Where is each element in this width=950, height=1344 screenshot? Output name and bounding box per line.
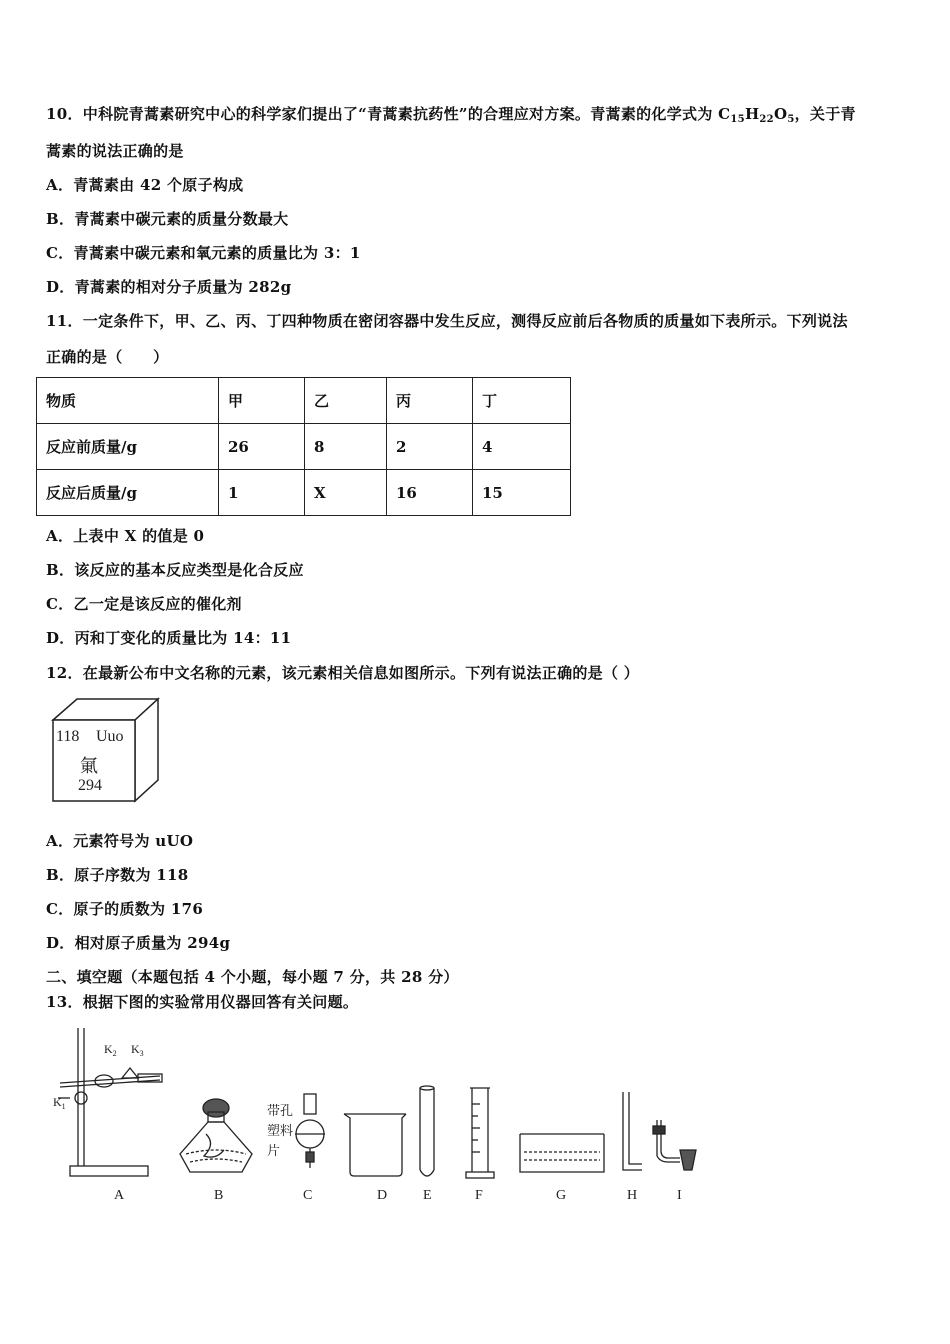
k2-label: $K_2$ (104, 1042, 117, 1058)
figure-label-f: F (475, 1188, 483, 1203)
figure-label-d: D (377, 1188, 388, 1203)
table-cell: 丙 (387, 378, 473, 424)
q12-stem: 12．在最新公布中文名称的元素，该元素相关信息如图所示。下列有说法正确的是（ ） (46, 664, 640, 682)
q11-mass-table (36, 377, 571, 516)
q12-option-b: B．原子序数为 118 (46, 866, 189, 884)
figure-label-b: B (214, 1188, 224, 1203)
element-atomic-number: 118 (56, 728, 80, 745)
apparatus-c-funnel (295, 1094, 325, 1168)
funnel-label-2: 塑料 (267, 1124, 294, 1139)
table-header-row (37, 378, 571, 424)
element-mass: 294 (78, 777, 102, 794)
apparatus-e-testtube (420, 1086, 434, 1176)
table-cell: 15 (473, 470, 571, 516)
table-cell: 反应后质量/g (37, 470, 219, 516)
table-cell: 物质 (37, 378, 219, 424)
q10-option-d: D．青蒿素的相对分子质量为 282g (46, 278, 292, 296)
q10-option-b: B．青蒿素中碳元素的质量分数最大 (46, 210, 289, 228)
q10-option-c: C．青蒿素中碳元素和氧元素的质量比为 3：1 (46, 244, 361, 262)
apparatus-i-stopper (653, 1120, 696, 1170)
element-cube-illustration (50, 697, 162, 805)
q11-option-b: B．该反应的基本反应类型是化合反应 (46, 561, 304, 579)
table-cell: X (305, 470, 387, 516)
q11-option-a: A．上表中 X 的值是 0 (46, 527, 205, 545)
figure-label-e: E (423, 1188, 432, 1203)
table-row (37, 470, 571, 516)
table-cell: 16 (387, 470, 473, 516)
apparatus-b-flask (180, 1099, 252, 1172)
k1-label: $K_1$ (53, 1095, 66, 1111)
table-cell: 丁 (473, 378, 571, 424)
figure-label-a: A (114, 1188, 125, 1203)
figure-label-c: C (303, 1188, 313, 1203)
q10-stem-line1: 10．中科院青蒿素研究中心的科学家们提出了“青蒿素抗药性”的合理应对方案。青蒿素的化学式为 $C_{15}H_{22}O_5$，关于青 (46, 105, 856, 125)
q12-option-d: D．相对原子质量为 294g (46, 934, 231, 952)
table-cell: 8 (305, 424, 387, 470)
q11-stem-line2: 正确的是（ ） (46, 348, 169, 366)
funnel-label-1: 带孔 (267, 1104, 294, 1119)
table-cell: 甲 (219, 378, 305, 424)
q10-stem-line2: 蒿素的说法正确的是 (46, 142, 184, 160)
table-cell: 1 (219, 470, 305, 516)
table-cell: 2 (387, 424, 473, 470)
q11-stem-line1: 11．一定条件下，甲、乙、丙、丁四种物质在密闭容器中发生反应，测得反应前后各物质的质量如下表所示。下列说法 (46, 312, 848, 330)
apparatus-f-cylinder (466, 1088, 494, 1178)
table-cell: 乙 (305, 378, 387, 424)
figure-label-h: H (627, 1188, 638, 1203)
q12-option-c: C．原子的质数为 176 (46, 900, 204, 918)
q13-stem: 13．根据下图的实验常用仪器回答有关问题。 (46, 993, 359, 1011)
apparatus-h-tube (623, 1092, 642, 1170)
q12-option-a: A．元素符号为 uUO (46, 832, 194, 850)
table-cell: 26 (219, 424, 305, 470)
apparatus-d-beaker (344, 1114, 406, 1176)
q11-option-c: C．乙一定是该反应的催化剂 (46, 595, 242, 613)
element-symbol: Uuo (96, 728, 124, 745)
q11-option-d: D．丙和丁变化的质量比为 14：11 (46, 629, 292, 647)
table-cell: 4 (473, 424, 571, 470)
figure-label-g: G (556, 1188, 567, 1203)
k3-label: $K_3$ (131, 1042, 144, 1058)
figure-label-i: I (677, 1188, 682, 1203)
section-heading: 二、填空题（本题包括 4 个小题，每小题 7 分，共 28 分） (46, 968, 459, 986)
apparatus-figure (40, 1026, 720, 1186)
table-row (37, 424, 571, 470)
apparatus-g-trough (520, 1134, 604, 1172)
funnel-label-3: 片 (267, 1144, 281, 1159)
q10-option-a: A．青蒿素由 42 个原子构成 (46, 176, 244, 194)
table-cell: 反应前质量/g (37, 424, 219, 470)
element-name: 氭 (80, 756, 98, 777)
